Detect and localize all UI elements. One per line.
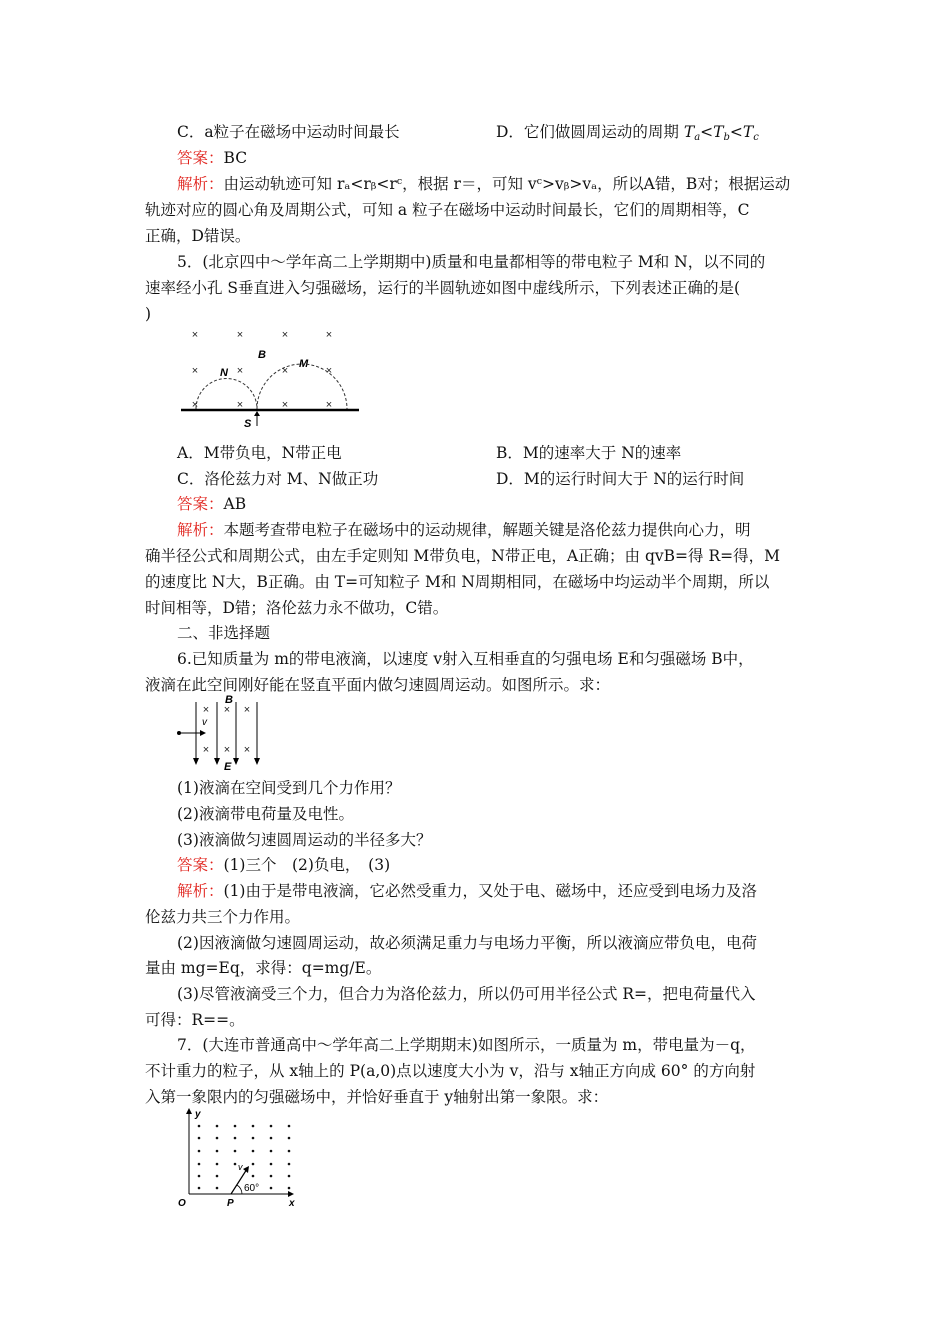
q4-answer xyxy=(177,148,247,168)
q5-trajectory-M xyxy=(257,364,347,409)
q6-stem-line-2: 液滴在此空间刚好能在竖直平面内做匀速圆周运动。如图所示。求： xyxy=(145,676,611,694)
q5-option-a: A．M带负电，N带正电 xyxy=(177,444,342,462)
q7-field-dots xyxy=(198,1125,291,1190)
q6-label-B: B xyxy=(225,694,233,706)
svg-text:×: × xyxy=(202,744,210,756)
q4-option-d-text: D．它们做圆周运动的周期 xyxy=(496,123,684,141)
svg-text:×: × xyxy=(281,365,289,377)
q6-analysis-line-6: 可得：R==。 xyxy=(145,1011,245,1029)
q7-stem-line-2: 不计重力的粒子，从 x轴上的 P(a,0)点以速度大小为 v，沿与 x轴正方向成 60° 的方向射 xyxy=(145,1062,756,1080)
q6-velocity-arrowhead xyxy=(200,730,206,736)
svg-text:×: × xyxy=(223,744,231,756)
q6-analysis-line-4: 量由 mg=Eq，求得：q=mg/E。 xyxy=(145,959,382,977)
q7-label-x: x xyxy=(289,1198,295,1209)
svg-text:×: × xyxy=(236,365,244,377)
q7-label-y: y xyxy=(195,1109,201,1120)
q6-figure xyxy=(175,692,270,770)
svg-text:×: × xyxy=(202,704,210,716)
q6-analysis-line-1: 解析：(1)由于是带电液滴，它必然受重力，又处于电、磁场中，还应受到电场力及洛 xyxy=(177,882,757,900)
q7-label-P: P xyxy=(227,1198,234,1209)
answer-label: 答案： xyxy=(177,149,224,167)
q6-label-v: v xyxy=(202,717,207,728)
svg-text:×: × xyxy=(191,329,199,341)
answer-label: 答案： xyxy=(177,495,224,513)
q5-cross-marks xyxy=(192,329,332,411)
q6-droplet xyxy=(177,731,181,735)
q7-stem-line-3: 入第一象限内的匀强磁场中，并恰好垂直于 y轴射出第一象限。求： xyxy=(145,1088,609,1106)
q4-option-c: C．a粒子在磁场中运动时间最长 xyxy=(177,123,400,141)
q7-angle-arc xyxy=(237,1185,242,1194)
q5-option-c: C．洛伦兹力对 M、N做正功 xyxy=(177,470,379,488)
answer-value: BC xyxy=(223,149,248,167)
q7-stem-line-1: 7．(大连市普通高中～学年高二上学期期末)如图所示，一质量为 m，带电量为－q， xyxy=(177,1036,756,1054)
q5-analysis-line-4: 时间相等，D错；洛伦兹力永不做功，C错。 xyxy=(145,599,449,617)
q7-label-v: v xyxy=(238,1162,243,1172)
svg-text:×: × xyxy=(281,329,289,341)
q6-sub-question-2: (2)液滴带电荷量及电性。 xyxy=(177,805,354,823)
q5-answer xyxy=(177,494,246,514)
q4-analysis-line-1: 解析：由运动轨迹可知 rₐ<rᵦ<rᶜ，根据 r＝，可知 vᶜ>vᵦ>vₐ，所以A错，B对；根据运动 xyxy=(177,175,791,193)
answer-label: 答案： xyxy=(177,856,224,874)
svg-text:×: × xyxy=(236,399,244,411)
q7-label-angle: 60° xyxy=(244,1183,260,1194)
q5-stem-line-2: 速率经小孔 S垂直进入匀强磁场，运行的半圆轨迹如图中虚线所示，下列表述正确的是( xyxy=(145,279,741,297)
q7-figure xyxy=(172,1106,302,1210)
q6-cross-marks xyxy=(203,704,250,756)
analysis-label: 解析： xyxy=(177,175,224,193)
q5-option-d: D．M的运行时间大于 N的运行时间 xyxy=(496,470,745,488)
q5-stem-line-1: 5．(北京四中～学年高二上学期期中)质量和电量都相等的带电粒子 M和 N，以不同的 xyxy=(177,253,766,271)
q6-analysis-line-5: (3)尽管液滴受三个力，但合力为洛伦兹力，所以仍可用半径公式 R=，把电荷量代入 xyxy=(177,985,756,1003)
q7-label-O: O xyxy=(178,1198,186,1209)
q5-analysis-line-3: 的速度比 N大，B正确。由 T=可知粒子 M和 N周期相同，在磁场中均运动半个周期，所以 xyxy=(145,573,770,591)
q5-figure xyxy=(178,322,363,434)
svg-text:×: × xyxy=(223,704,231,716)
q5-label-B: B xyxy=(258,349,266,361)
svg-text:×: × xyxy=(281,399,289,411)
svg-text:×: × xyxy=(325,399,333,411)
q4-analysis-line-2: 轨迹对应的圆心角及周期公式，可知 a 粒子在磁场中运动时间最长，它们的周期相等，C xyxy=(145,201,750,219)
answer-value: (1)三个 (2)负电， (3) xyxy=(223,856,391,874)
q7-y-axis-arrowhead xyxy=(186,1108,192,1114)
q6-label-E: E xyxy=(224,761,232,770)
q6-analysis-line-3: (2)因液滴做匀速圆周运动，故必须满足重力与电场力平衡，所以液滴应带负电，电荷 xyxy=(177,934,757,952)
svg-text:×: × xyxy=(236,329,244,341)
svg-text:×: × xyxy=(325,329,333,341)
q5-label-M: M xyxy=(299,358,309,370)
svg-text:×: × xyxy=(191,365,199,377)
q6-answer xyxy=(177,855,390,875)
q4-option-d: D．它们做圆周运动的周期 $T_a<T_b<T_c$ xyxy=(496,123,759,143)
q5-label-N: N xyxy=(220,367,228,379)
q5-entry-arrowhead xyxy=(254,411,260,416)
q6-sub-question-3: (3)液滴做匀速圆周运动的半径多大？ xyxy=(177,831,432,849)
section-heading: 二、非选择题 xyxy=(177,624,271,642)
q6-analysis-line-2: 伦兹力共三个力作用。 xyxy=(145,908,301,926)
q6-stem-line-1: 6.已知质量为 m的带电液滴，以速度 v射入互相垂直的匀强电场 E和匀强磁场 B中， xyxy=(177,650,754,668)
q5-analysis-line-2: 确半径公式和周期公式，由左手定则知 M带负电，N带正电，A正确；由 qvB=得 R=得，M xyxy=(145,547,780,565)
q6-sub-question-1: (1)液滴在空间受到几个力作用？ xyxy=(177,779,401,797)
svg-text:×: × xyxy=(325,365,333,377)
q5-option-b: B．M的速率大于 N的速率 xyxy=(496,444,682,462)
q7-x-axis-arrowhead xyxy=(288,1191,294,1197)
svg-text:×: × xyxy=(243,704,251,716)
q7-velocity-arrowhead xyxy=(243,1166,249,1173)
answer-value: AB xyxy=(223,495,247,513)
q5-analysis-line-1: 解析：本题考查带电粒子在磁场中的运动规律，解题关键是洛伦兹力提供向心力，明 xyxy=(177,521,751,539)
q5-stem-line-3: ) xyxy=(145,305,152,323)
analysis-label: 解析： xyxy=(177,882,224,900)
q4-analysis-line-3: 正确，D错误。 xyxy=(145,227,251,245)
q5-label-S: S xyxy=(244,418,252,430)
svg-text:×: × xyxy=(243,744,251,756)
analysis-label: 解析： xyxy=(177,521,224,539)
svg-text:×: × xyxy=(191,399,199,411)
q5-trajectory-N xyxy=(196,379,257,409)
